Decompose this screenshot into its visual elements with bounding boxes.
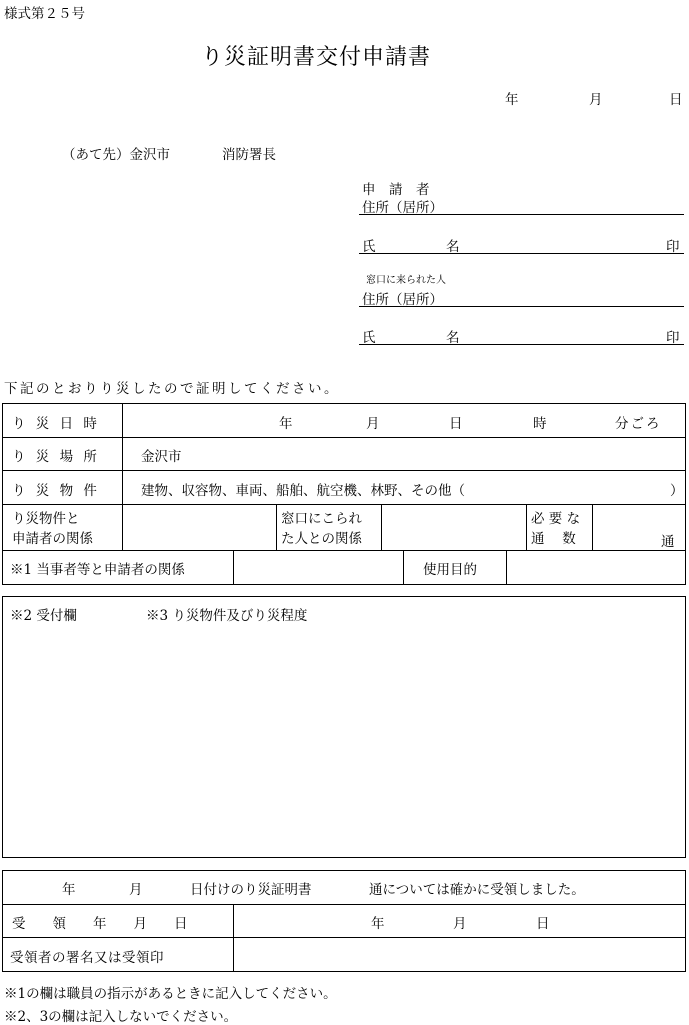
receipt-year: 年	[62, 882, 76, 898]
applicant-name-label: 氏	[362, 239, 376, 255]
date-day-label: 日	[669, 92, 683, 108]
applicant-name-line[interactable]	[359, 253, 684, 254]
purpose-label: 使用目的	[423, 562, 477, 578]
table-line	[2, 904, 686, 905]
date-year-label: 年	[505, 92, 519, 108]
reception-label: ※2 受付欄	[10, 608, 77, 624]
table-line	[2, 504, 686, 505]
row-date-month: 月	[366, 416, 380, 432]
row-property-value[interactable]: 建物、収容物、車両、船舶、航空機、林野、その他（	[141, 483, 465, 499]
counter-address-line[interactable]	[359, 306, 684, 307]
row-date-day: 日	[449, 416, 463, 432]
table-line	[276, 504, 277, 550]
row-date-hour: 時	[533, 416, 547, 432]
counter-relation-label-1: 窓口にこられ	[281, 511, 362, 527]
applicant-heading: 申 請 者	[362, 182, 430, 198]
details-label: ※3 り災物件及びり災程度	[146, 608, 308, 624]
table-line	[233, 550, 234, 585]
form-number: 様式第２５号	[4, 6, 85, 22]
counter-name-label: 氏	[362, 330, 376, 346]
counter-address-label: 住所（居所）	[362, 292, 443, 308]
counter-person-heading: 窓口に来られた人	[366, 275, 446, 286]
date-month-label: 月	[589, 92, 603, 108]
row-place-label: り 災 場 所	[12, 449, 100, 465]
note-2: ※2、3の欄は記入しないでください。	[4, 1009, 238, 1025]
row-property-close: ）	[670, 483, 684, 499]
copies-label-2: 通 数	[531, 531, 576, 547]
addressee-office: 消防署長	[222, 147, 276, 163]
office-use-box	[2, 596, 686, 858]
table-line	[2, 550, 686, 551]
page-title: り災証明書交付申請書	[201, 45, 432, 70]
table-line	[233, 904, 234, 972]
row-receipt-year: 年	[371, 916, 385, 932]
row-receipt-day: 日	[536, 916, 550, 932]
row-party-label: ※1 当事者等と申請者の関係	[10, 562, 185, 578]
addressee-prefix: （あて先）金沢市	[62, 147, 170, 163]
applicant-address-label: 住所（居所）	[362, 200, 443, 216]
receipt-text-1: 日付けのり災証明書	[190, 882, 312, 898]
applicant-name-label2: 名	[446, 239, 460, 255]
copies-label-1: 必 要 な	[531, 511, 581, 527]
row-receipt-label: 受 領 年 月 日	[12, 916, 188, 932]
row-date-year: 年	[279, 416, 293, 432]
receipt-text-2: 通については確かに受領しました。	[369, 882, 585, 898]
counter-name-line[interactable]	[359, 344, 684, 345]
table-line	[506, 550, 507, 585]
row-relation-label-1: り災物件と	[12, 511, 80, 527]
counter-relation-label-2: た人との関係	[281, 531, 362, 547]
applicant-address-line[interactable]	[359, 214, 684, 215]
row-date-minute: 分ごろ	[615, 416, 662, 432]
table-line	[2, 937, 686, 938]
table-line	[592, 504, 593, 550]
table-line	[122, 403, 123, 550]
row-signature-label: 受領者の署名又は受領印	[10, 950, 164, 966]
table-line	[403, 550, 404, 585]
table-line	[2, 437, 686, 438]
table-line	[381, 504, 382, 550]
table-line	[526, 504, 527, 550]
table-line	[2, 470, 686, 471]
row-property-label: り 災 物 件	[12, 483, 100, 499]
row-receipt-month: 月	[453, 916, 467, 932]
statement: 下記のとおりり災したので証明してください。	[4, 381, 340, 397]
note-1: ※1の欄は職員の指示があるときに記入してください。	[4, 986, 337, 1002]
counter-name-label2: 名	[446, 330, 460, 346]
applicant-seal: 印	[666, 239, 680, 255]
receipt-month: 月	[129, 882, 143, 898]
row-place-value[interactable]: 金沢市	[141, 449, 182, 465]
row-date-label: り 災 日 時	[12, 416, 100, 432]
row-relation-label-2: 申請者の関係	[12, 531, 93, 547]
counter-seal: 印	[666, 330, 680, 346]
copies-unit: 通	[661, 534, 675, 550]
